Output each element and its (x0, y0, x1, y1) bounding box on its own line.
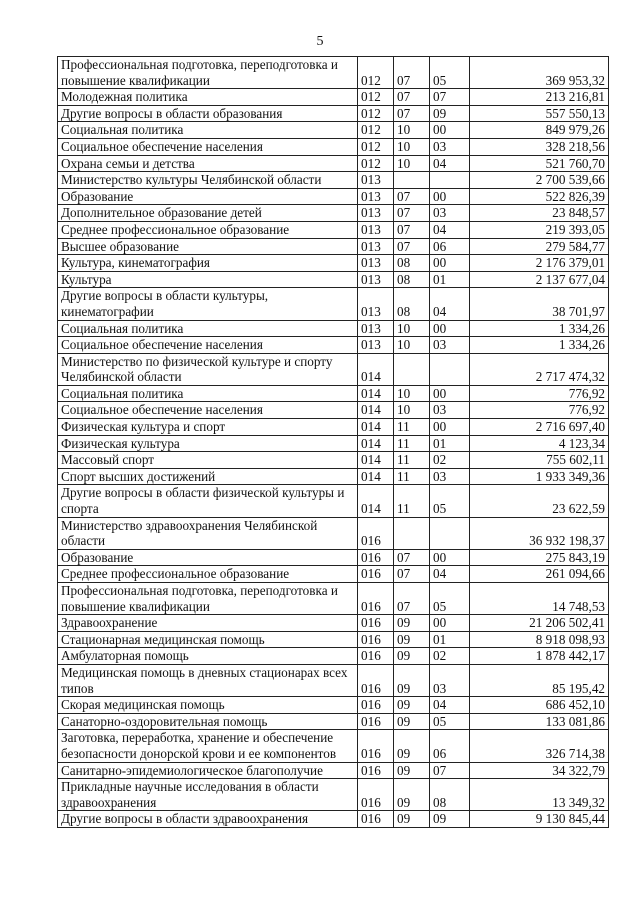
subsection-code: 06 (430, 238, 470, 255)
subsection-code: 03 (430, 664, 470, 696)
table-row (58, 353, 609, 385)
table-row (58, 615, 609, 632)
amount: 1 334,26 (470, 337, 609, 354)
table-row (58, 105, 609, 122)
amount: 38 701,97 (470, 288, 609, 320)
page-number: 5 (316, 34, 324, 49)
subsection-code: 04 (430, 155, 470, 172)
table-row (58, 138, 609, 155)
table-row (58, 631, 609, 648)
subsection-code: 09 (430, 811, 470, 828)
table-row (58, 155, 609, 172)
ministry-code: 013 (358, 221, 394, 238)
ministry-code: 014 (358, 485, 394, 517)
section-code: 07 (394, 549, 430, 566)
subsection-code: 00 (430, 188, 470, 205)
ministry-code: 012 (358, 57, 394, 89)
ministry-code: 016 (358, 648, 394, 665)
amount: 776,92 (470, 385, 609, 402)
amount: 557 550,13 (470, 105, 609, 122)
section-code: 07 (394, 205, 430, 222)
amount: 23 622,59 (470, 485, 609, 517)
row-name: Заготовка, переработка, хранение и обеспечение безопасности донорской крови и ее компонентов (58, 730, 358, 762)
table-row (58, 549, 609, 566)
amount: 521 760,70 (470, 155, 609, 172)
subsection-code: 00 (430, 255, 470, 272)
ministry-code: 012 (358, 138, 394, 155)
table-row (58, 485, 609, 517)
table-row (58, 713, 609, 730)
ministry-code: 016 (358, 730, 394, 762)
table-row (58, 697, 609, 714)
section-code: 08 (394, 255, 430, 272)
amount: 14 748,53 (470, 583, 609, 615)
row-name: Культура (58, 271, 358, 288)
ministry-code: 014 (358, 353, 394, 385)
amount: 21 206 502,41 (470, 615, 609, 632)
amount: 2 716 697,40 (470, 419, 609, 436)
ministry-code: 013 (358, 205, 394, 222)
row-name: Охрана семьи и детства (58, 155, 358, 172)
ministry-code: 016 (358, 811, 394, 828)
row-name: Прикладные научные исследования в области здравоохранения (58, 779, 358, 811)
subsection-code: 04 (430, 566, 470, 583)
subsection-code: 07 (430, 89, 470, 106)
row-name: Дополнительное образование детей (58, 205, 358, 222)
row-name: Медицинская помощь в дневных стационарах всех типов (58, 664, 358, 696)
table-row (58, 402, 609, 419)
table-row (58, 57, 609, 89)
subsection-code: 05 (430, 583, 470, 615)
section-code: 09 (394, 648, 430, 665)
amount: 4 123,34 (470, 435, 609, 452)
section-code: 07 (394, 238, 430, 255)
table-row (58, 188, 609, 205)
amount: 85 195,42 (470, 664, 609, 696)
table-row (58, 419, 609, 436)
subsection-code (430, 517, 470, 549)
ministry-code: 014 (358, 435, 394, 452)
subsection-code: 04 (430, 288, 470, 320)
row-name: Массовый спорт (58, 452, 358, 469)
table-row (58, 337, 609, 354)
ministry-code: 016 (358, 713, 394, 730)
amount: 776,92 (470, 402, 609, 419)
ministry-code: 012 (358, 122, 394, 139)
table-row (58, 205, 609, 222)
subsection-code: 02 (430, 452, 470, 469)
section-code: 07 (394, 105, 430, 122)
amount: 1 334,26 (470, 320, 609, 337)
row-name: Высшее образование (58, 238, 358, 255)
subsection-code: 06 (430, 730, 470, 762)
ministry-code: 012 (358, 155, 394, 172)
row-name: Среднее профессиональное образование (58, 221, 358, 238)
section-code (394, 172, 430, 189)
subsection-code: 05 (430, 485, 470, 517)
ministry-code: 013 (358, 238, 394, 255)
table-row (58, 271, 609, 288)
ministry-code: 012 (358, 105, 394, 122)
row-name: Социальное обеспечение населения (58, 138, 358, 155)
table-row (58, 320, 609, 337)
row-name: Профессиональная подготовка, переподготовка и повышение квалификации (58, 583, 358, 615)
row-name: Среднее профессиональное образование (58, 566, 358, 583)
amount: 1 878 442,17 (470, 648, 609, 665)
budget-table (57, 56, 609, 828)
row-name: Другие вопросы в области культуры, кинематографии (58, 288, 358, 320)
section-code: 10 (394, 320, 430, 337)
amount: 2 137 677,04 (470, 271, 609, 288)
subsection-code: 00 (430, 385, 470, 402)
section-code (394, 517, 430, 549)
row-name: Скорая медицинская помощь (58, 697, 358, 714)
section-code: 09 (394, 779, 430, 811)
table-row (58, 779, 609, 811)
section-code: 09 (394, 631, 430, 648)
section-code: 07 (394, 566, 430, 583)
section-code: 11 (394, 435, 430, 452)
subsection-code: 08 (430, 779, 470, 811)
ministry-code: 016 (358, 566, 394, 583)
subsection-code (430, 172, 470, 189)
ministry-code: 016 (358, 615, 394, 632)
section-code: 09 (394, 762, 430, 779)
row-name: Другие вопросы в области здравоохранения (58, 811, 358, 828)
table-row (58, 468, 609, 485)
row-name: Физическая культура (58, 435, 358, 452)
ministry-code: 016 (358, 517, 394, 549)
amount: 279 584,77 (470, 238, 609, 255)
table-row (58, 435, 609, 452)
row-name: Социальное обеспечение населения (58, 337, 358, 354)
row-name: Социальное обеспечение населения (58, 402, 358, 419)
row-name: Социальная политика (58, 122, 358, 139)
ministry-code: 013 (358, 288, 394, 320)
row-name: Образование (58, 188, 358, 205)
section-code: 08 (394, 288, 430, 320)
amount: 2 700 539,66 (470, 172, 609, 189)
subsection-code: 05 (430, 57, 470, 89)
table-row (58, 122, 609, 139)
ministry-code: 013 (358, 320, 394, 337)
ministry-code: 012 (358, 89, 394, 106)
ministry-code: 014 (358, 402, 394, 419)
section-code: 07 (394, 57, 430, 89)
table-row (58, 238, 609, 255)
section-code: 11 (394, 419, 430, 436)
subsection-code: 00 (430, 549, 470, 566)
subsection-code: 01 (430, 271, 470, 288)
ministry-code: 014 (358, 452, 394, 469)
subsection-code: 04 (430, 697, 470, 714)
subsection-code: 00 (430, 615, 470, 632)
subsection-code: 04 (430, 221, 470, 238)
table-row (58, 288, 609, 320)
amount: 133 081,86 (470, 713, 609, 730)
amount: 13 349,32 (470, 779, 609, 811)
subsection-code: 01 (430, 631, 470, 648)
subsection-code: 00 (430, 122, 470, 139)
table-row (58, 255, 609, 272)
amount: 34 322,79 (470, 762, 609, 779)
section-code: 09 (394, 615, 430, 632)
subsection-code (430, 353, 470, 385)
row-name: Амбулаторная помощь (58, 648, 358, 665)
table-row (58, 583, 609, 615)
table-row (58, 762, 609, 779)
table-row (58, 730, 609, 762)
ministry-code: 016 (358, 779, 394, 811)
table-row (58, 89, 609, 106)
row-name: Здравоохранение (58, 615, 358, 632)
row-name: Другие вопросы в области физической культуры и спорта (58, 485, 358, 517)
ministry-code: 013 (358, 188, 394, 205)
amount: 755 602,11 (470, 452, 609, 469)
amount: 275 843,19 (470, 549, 609, 566)
table-row (58, 517, 609, 549)
row-name: Министерство по физической культуре и спорту Челябинской области (58, 353, 358, 385)
section-code: 09 (394, 713, 430, 730)
table-row (58, 385, 609, 402)
table-row (58, 811, 609, 828)
subsection-code: 03 (430, 337, 470, 354)
ministry-code: 016 (358, 697, 394, 714)
row-name: Министерство здравоохранения Челябинской области (58, 517, 358, 549)
amount: 2 176 379,01 (470, 255, 609, 272)
ministry-code: 016 (358, 549, 394, 566)
section-code: 09 (394, 811, 430, 828)
section-code: 10 (394, 402, 430, 419)
section-code: 10 (394, 155, 430, 172)
section-code: 10 (394, 385, 430, 402)
amount: 849 979,26 (470, 122, 609, 139)
section-code: 11 (394, 485, 430, 517)
table-row (58, 648, 609, 665)
section-code: 07 (394, 188, 430, 205)
ministry-code: 014 (358, 468, 394, 485)
table-row (58, 566, 609, 583)
amount: 1 933 349,36 (470, 468, 609, 485)
amount: 261 094,66 (470, 566, 609, 583)
subsection-code: 00 (430, 419, 470, 436)
ministry-code: 013 (358, 172, 394, 189)
section-code: 09 (394, 730, 430, 762)
ministry-code: 013 (358, 337, 394, 354)
section-code: 10 (394, 138, 430, 155)
ministry-code: 016 (358, 583, 394, 615)
section-code: 08 (394, 271, 430, 288)
subsection-code: 07 (430, 762, 470, 779)
ministry-code: 014 (358, 385, 394, 402)
table-row (58, 221, 609, 238)
row-name: Молодежная политика (58, 89, 358, 106)
amount: 326 714,38 (470, 730, 609, 762)
row-name: Другие вопросы в области образования (58, 105, 358, 122)
amount: 686 452,10 (470, 697, 609, 714)
table-row (58, 664, 609, 696)
section-code (394, 353, 430, 385)
table-row (58, 452, 609, 469)
section-code: 07 (394, 583, 430, 615)
subsection-code: 03 (430, 402, 470, 419)
row-name: Социальная политика (58, 385, 358, 402)
ministry-code: 016 (358, 664, 394, 696)
ministry-code: 013 (358, 271, 394, 288)
amount: 23 848,57 (470, 205, 609, 222)
row-name: Санитарно-эпидемиологическое благополучие (58, 762, 358, 779)
ministry-code: 014 (358, 419, 394, 436)
row-name: Социальная политика (58, 320, 358, 337)
amount: 522 826,39 (470, 188, 609, 205)
row-name: Санаторно-оздоровительная помощь (58, 713, 358, 730)
section-code: 10 (394, 122, 430, 139)
amount: 369 953,32 (470, 57, 609, 89)
subsection-code: 01 (430, 435, 470, 452)
row-name: Спорт высших достижений (58, 468, 358, 485)
amount: 9 130 845,44 (470, 811, 609, 828)
row-name: Министерство культуры Челябинской области (58, 172, 358, 189)
amount: 213 216,81 (470, 89, 609, 106)
row-name: Культура, кинематография (58, 255, 358, 272)
ministry-code: 016 (358, 631, 394, 648)
amount: 8 918 098,93 (470, 631, 609, 648)
subsection-code: 09 (430, 105, 470, 122)
section-code: 11 (394, 452, 430, 469)
amount: 219 393,05 (470, 221, 609, 238)
section-code: 09 (394, 697, 430, 714)
section-code: 07 (394, 221, 430, 238)
section-code: 07 (394, 89, 430, 106)
table-row (58, 172, 609, 189)
section-code: 09 (394, 664, 430, 696)
subsection-code: 03 (430, 138, 470, 155)
section-code: 10 (394, 337, 430, 354)
amount: 36 932 198,37 (470, 517, 609, 549)
budget-table-body (58, 57, 609, 828)
row-name: Профессиональная подготовка, переподготовка и повышение квалификации (58, 57, 358, 89)
amount: 2 717 474,32 (470, 353, 609, 385)
subsection-code: 03 (430, 468, 470, 485)
subsection-code: 02 (430, 648, 470, 665)
row-name: Физическая культура и спорт (58, 419, 358, 436)
row-name: Образование (58, 549, 358, 566)
subsection-code: 03 (430, 205, 470, 222)
ministry-code: 016 (358, 762, 394, 779)
subsection-code: 05 (430, 713, 470, 730)
subsection-code: 00 (430, 320, 470, 337)
amount: 328 218,56 (470, 138, 609, 155)
section-code: 11 (394, 468, 430, 485)
ministry-code: 013 (358, 255, 394, 272)
row-name: Стационарная медицинская помощь (58, 631, 358, 648)
